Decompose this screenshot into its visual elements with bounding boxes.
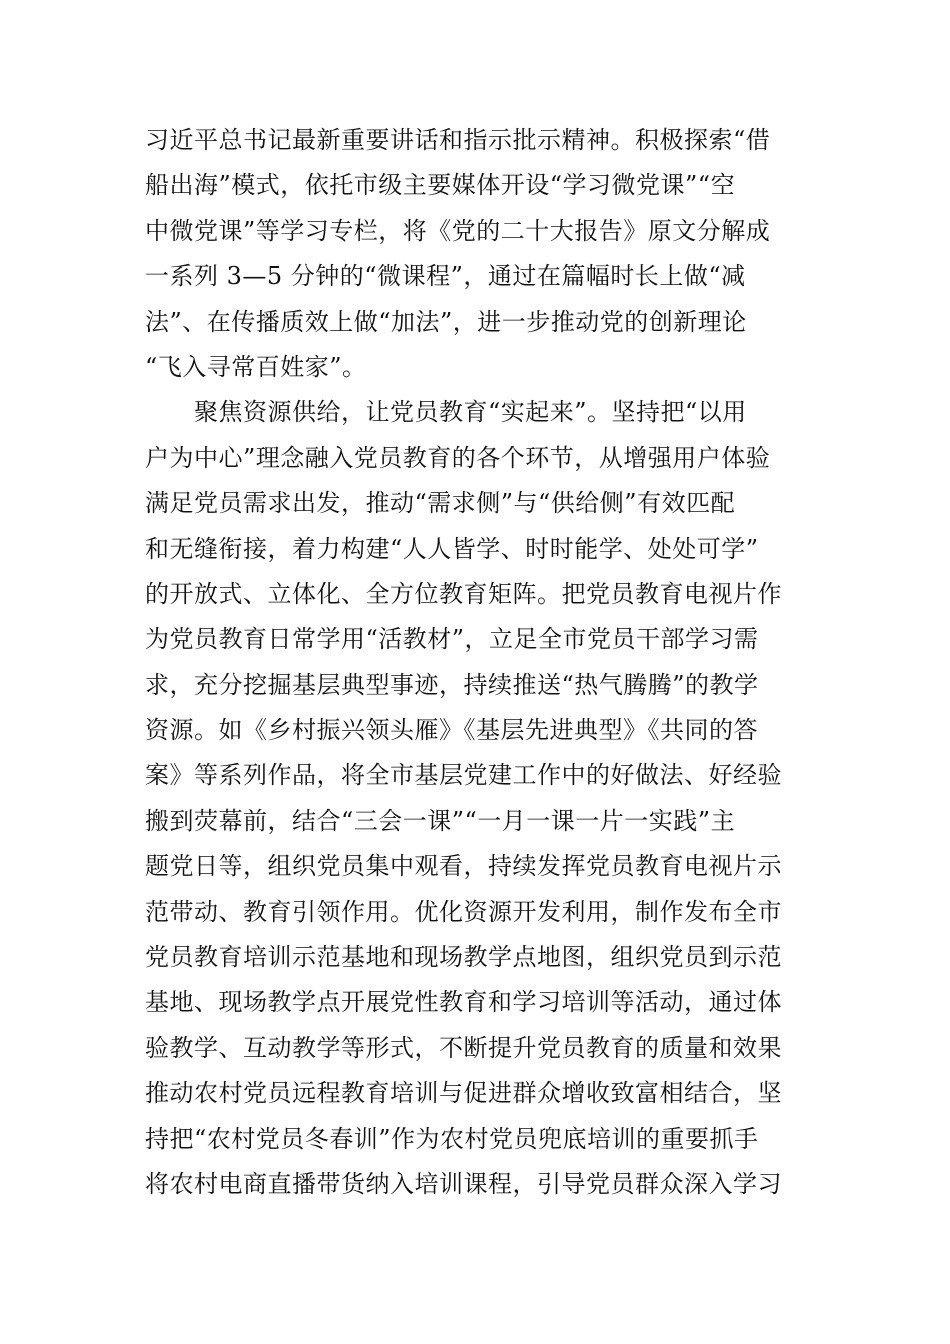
text-line: “飞入寻常百姓家”。 <box>145 352 367 381</box>
text-line: 法”、在传播质效上做“加法”，进一步推动党的创新理论 <box>145 307 747 336</box>
text-line: 船出海”模式，依托市级主要媒体开设“学习微党课”“空 <box>145 171 736 200</box>
text-line: 将农村电商直播带货纳入培训课程，引导党员群众深入学习 <box>145 1169 782 1198</box>
text-line: 案》等系列作品，将全市基层党建工作中的好做法、好经验 <box>145 761 782 790</box>
text-line: 户为中心”理念融入党员教育的各个环节，从增强用户体验 <box>145 443 771 472</box>
text-line: 验教学、互动教学等形式，不断提升党员教育的质量和效果 <box>145 1033 782 1062</box>
text-line: 求，充分挖掘基层典型事迹，持续推送“热气腾腾”的教学 <box>145 670 759 699</box>
text-line: 搬到荧幕前，结合“三会一课”“一月一课一片一实践”主 <box>145 806 736 835</box>
text-line: 党员教育培训示范基地和现场教学点地图，组织党员到示范 <box>145 943 782 972</box>
document-body <box>145 118 815 1207</box>
text-line: 资源。如《乡村振兴领头雁》《基层先进典型》《共同的答 <box>145 716 758 745</box>
text-line: 的开放式、立体化、全方位教育矩阵。把党员教育电视片作 <box>145 579 782 608</box>
text-line: 满足党员需求出发，推动“需求侧”与“供给侧”有效匹配 <box>145 489 736 518</box>
text-line: 范带动、教育引领作用。优化资源开发利用，制作发布全市 <box>145 897 782 926</box>
text-line: 为党员教育日常学用“活教材”，立足全市党员干部学习需 <box>145 625 759 654</box>
text-line: 题党日等，组织党员集中观看，持续发挥党员教育电视片示 <box>145 852 782 881</box>
paragraph-first-line: 聚焦资源供给，让党员教育“实起来”。坚持把“以用 <box>194 398 747 427</box>
text-line: 一系列 3—5 分钟的“微课程”，通过在篇幅时长上做“减 <box>145 262 746 291</box>
text-line: 习近平总书记最新重要讲话和指示批示精神。积极探索“借 <box>145 126 771 154</box>
text-line: 持把“农村党员冬春训”作为农村党员兜底培训的重要抓手 <box>145 1124 759 1153</box>
text-line: 推动农村党员远程教育培训与促进群众增收致富相结合，坚 <box>145 1079 782 1108</box>
text-line: 中微党课”等学习专栏，将《党的二十大报告》原文分解成 <box>145 216 771 245</box>
text-line: 和无缝衔接，着力构建“人人皆学、时时能学、处处可学” <box>145 534 759 563</box>
text-line: 基地、现场教学点开展党性教育和学习培训等活动，通过体 <box>145 988 782 1017</box>
